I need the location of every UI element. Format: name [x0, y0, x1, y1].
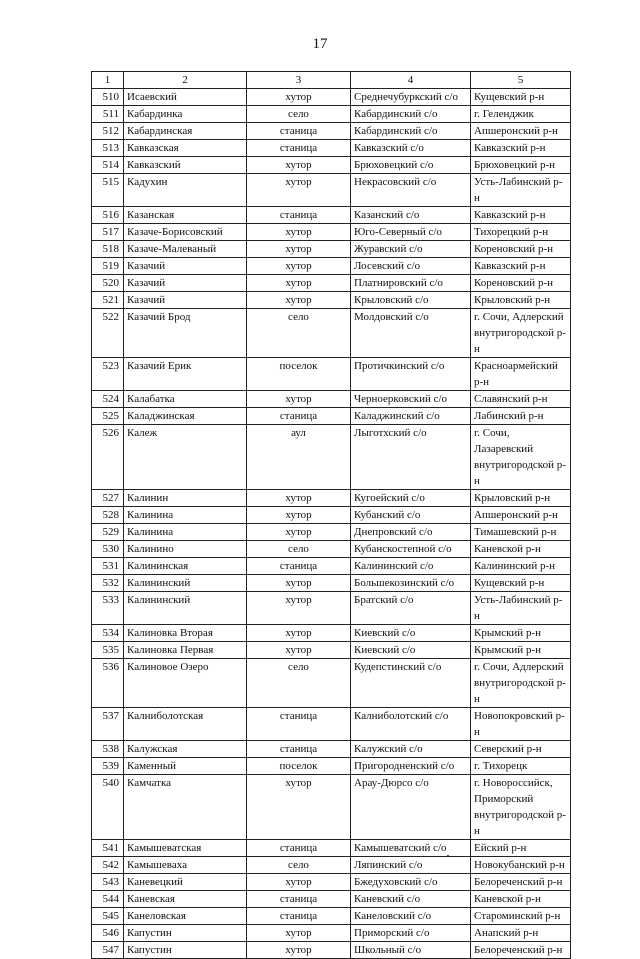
settlement-name-cell: Казачий Ерик — [124, 358, 247, 391]
table-row — [92, 874, 571, 891]
district-line: Кореновский р-н — [474, 243, 553, 255]
district-cell — [471, 575, 571, 592]
district-line: г. Сочи, Адлерский — [474, 311, 564, 323]
settlement-name-cell: Калужская — [124, 741, 247, 758]
district-cell — [471, 425, 571, 490]
table-row — [92, 258, 571, 275]
settlement-type-cell: хутор — [247, 925, 351, 942]
district-cell — [471, 224, 571, 241]
council-cell: Ляпинский с/о — [351, 857, 471, 874]
table-body — [92, 72, 571, 959]
district-cell — [471, 908, 571, 925]
table-row — [92, 642, 571, 659]
district-line: Тихорецкий р-н — [474, 226, 549, 238]
settlement-name-cell: Калининский — [124, 592, 247, 625]
settlement-name-cell: Камышеваха — [124, 857, 247, 874]
council-cell: Платнировский с/о — [351, 275, 471, 292]
district-cell — [471, 275, 571, 292]
settlement-type-cell: хутор — [247, 507, 351, 524]
district-line: Анапский р-н — [474, 927, 539, 939]
settlement-name-cell: Калинина — [124, 524, 247, 541]
district-cell — [471, 541, 571, 558]
row-number-cell: 532 — [92, 575, 124, 592]
district-line: Крымский р-н — [474, 644, 541, 656]
settlement-type-cell: станица — [247, 207, 351, 224]
district-line: Новопокровский р-н — [474, 710, 565, 738]
settlement-type-cell: хутор — [247, 625, 351, 642]
council-cell: Кубанский с/о — [351, 507, 471, 524]
settlement-name-cell: Калниболотская — [124, 708, 247, 741]
council-cell: Киевский с/о — [351, 642, 471, 659]
settlement-name-cell: Кабардинская — [124, 123, 247, 140]
district-cell — [471, 592, 571, 625]
table-row — [92, 275, 571, 292]
council-cell: Братский с/о — [351, 592, 471, 625]
district-line: Усть-Лабинский р-н — [474, 176, 563, 204]
row-number-cell: 546 — [92, 925, 124, 942]
table-row — [92, 775, 571, 840]
row-number-cell: 513 — [92, 140, 124, 157]
district-cell — [471, 741, 571, 758]
table-row — [92, 507, 571, 524]
council-cell: Черноерковский с/о — [351, 391, 471, 408]
column-number: 1 — [92, 72, 124, 89]
district-line: Староминский р-н — [474, 910, 561, 922]
district-cell — [471, 775, 571, 840]
district-line: Крыловский р-н — [474, 492, 551, 504]
council-cell: Калниболотский с/о — [351, 708, 471, 741]
district-cell — [471, 874, 571, 891]
settlement-type-cell: хутор — [247, 775, 351, 840]
table-row — [92, 358, 571, 391]
settlement-name-cell: Казачий — [124, 258, 247, 275]
settlement-type-cell: аул — [247, 425, 351, 490]
table-row — [92, 541, 571, 558]
settlement-name-cell: Кавказский — [124, 157, 247, 174]
settlement-name-cell: Казачий — [124, 292, 247, 309]
district-line: Крыловский р-н — [474, 294, 551, 306]
row-number-cell: 528 — [92, 507, 124, 524]
council-cell: Калининский с/о — [351, 558, 471, 575]
council-cell: Журавский с/о — [351, 241, 471, 258]
district-cell — [471, 708, 571, 741]
table-row — [92, 659, 571, 708]
district-cell — [471, 292, 571, 309]
district-line: Тимашевский р-н — [474, 526, 557, 538]
district-cell — [471, 524, 571, 541]
council-cell: Пригородненский с/о — [351, 758, 471, 775]
council-cell: Молдовский с/о — [351, 309, 471, 358]
row-number-cell: 529 — [92, 524, 124, 541]
district-line: г. Сочи, Лазаревский — [474, 427, 534, 455]
settlement-name-cell: Кабардинка — [124, 106, 247, 123]
table-row — [92, 942, 571, 959]
row-number-cell: 515 — [92, 174, 124, 207]
row-number-cell: 523 — [92, 358, 124, 391]
row-number-cell: 518 — [92, 241, 124, 258]
row-number-cell: 536 — [92, 659, 124, 708]
settlement-type-cell: станица — [247, 558, 351, 575]
district-cell — [471, 490, 571, 507]
table-row — [92, 524, 571, 541]
district-line: внутригородской р-н — [474, 327, 566, 355]
table-row — [92, 309, 571, 358]
scan-mark — [447, 855, 449, 856]
column-number: 5 — [471, 72, 571, 89]
settlement-type-cell: поселок — [247, 758, 351, 775]
row-number-cell: 545 — [92, 908, 124, 925]
row-number-cell: 533 — [92, 592, 124, 625]
district-line: г. Тихорецк — [474, 760, 528, 772]
district-line: Кореновский р-н — [474, 277, 553, 289]
council-cell: Кугоейский с/о — [351, 490, 471, 507]
row-number-cell: 531 — [92, 558, 124, 575]
row-number-cell: 547 — [92, 942, 124, 959]
table-row — [92, 207, 571, 224]
district-cell — [471, 207, 571, 224]
district-cell — [471, 157, 571, 174]
district-line: г. Новороссийск, — [474, 777, 553, 789]
table-row — [92, 174, 571, 207]
district-line: Апшеронский р-н — [474, 125, 558, 137]
district-line: Калининский р-н — [474, 560, 556, 572]
settlement-type-cell: село — [247, 857, 351, 874]
council-cell: Канеловский с/о — [351, 908, 471, 925]
district-line: Брюховецкий р-н — [474, 159, 556, 171]
column-number-row — [92, 72, 571, 89]
settlement-name-cell: Калиновое Озеро — [124, 659, 247, 708]
council-cell: Арау-Дюрсо с/о — [351, 775, 471, 840]
table-row — [92, 857, 571, 874]
settlement-type-cell: село — [247, 541, 351, 558]
table-row — [92, 106, 571, 123]
row-number-cell: 530 — [92, 541, 124, 558]
row-number-cell: 517 — [92, 224, 124, 241]
settlement-name-cell: Калининская — [124, 558, 247, 575]
district-line: Белореченский р-н — [474, 944, 563, 956]
settlement-type-cell: хутор — [247, 224, 351, 241]
table-row — [92, 925, 571, 942]
table-row — [92, 558, 571, 575]
settlement-name-cell: Казачий — [124, 275, 247, 292]
row-number-cell: 543 — [92, 874, 124, 891]
row-number-cell: 510 — [92, 89, 124, 106]
council-cell: Камышеватский с/о — [351, 840, 471, 857]
council-cell: Приморский с/о — [351, 925, 471, 942]
page-number: 17 — [312, 36, 328, 52]
settlement-type-cell: хутор — [247, 174, 351, 207]
table-row — [92, 490, 571, 507]
row-number-cell: 514 — [92, 157, 124, 174]
district-line: Северский р-н — [474, 743, 542, 755]
settlement-type-cell: станица — [247, 123, 351, 140]
settlement-type-cell: хутор — [247, 942, 351, 959]
column-number: 2 — [124, 72, 247, 89]
district-cell — [471, 391, 571, 408]
row-number-cell: 539 — [92, 758, 124, 775]
row-number-cell: 525 — [92, 408, 124, 425]
row-number-cell: 540 — [92, 775, 124, 840]
settlement-type-cell: хутор — [247, 292, 351, 309]
settlement-name-cell: Каменный — [124, 758, 247, 775]
settlement-type-cell: поселок — [247, 358, 351, 391]
council-cell: Казанский с/о — [351, 207, 471, 224]
district-cell — [471, 309, 571, 358]
settlement-type-cell: станица — [247, 908, 351, 925]
district-line: Кавказский р-н — [474, 260, 546, 272]
council-cell: Школьный с/о — [351, 942, 471, 959]
table-row — [92, 908, 571, 925]
settlement-name-cell: Калининский — [124, 575, 247, 592]
settlement-name-cell: Каневская — [124, 891, 247, 908]
district-line: Апшеронский р-н — [474, 509, 558, 521]
table-row — [92, 625, 571, 642]
district-line: Кавказский р-н — [474, 142, 546, 154]
settlement-name-cell: Казанская — [124, 207, 247, 224]
council-cell: Кубанскостепной с/о — [351, 541, 471, 558]
council-cell: Каневский с/о — [351, 891, 471, 908]
row-number-cell: 534 — [92, 625, 124, 642]
settlement-type-cell: хутор — [247, 642, 351, 659]
council-cell: Кавказский с/о — [351, 140, 471, 157]
table-row — [92, 391, 571, 408]
settlement-type-cell: станица — [247, 840, 351, 857]
table-row — [92, 140, 571, 157]
district-cell — [471, 942, 571, 959]
row-number-cell: 538 — [92, 741, 124, 758]
district-cell — [471, 507, 571, 524]
column-number: 3 — [247, 72, 351, 89]
table-row — [92, 592, 571, 625]
district-cell — [471, 857, 571, 874]
district-cell — [471, 174, 571, 207]
district-line: Белореченский р-н — [474, 876, 563, 888]
council-cell: Большекозинский с/о — [351, 575, 471, 592]
district-cell — [471, 840, 571, 857]
settlement-name-cell: Калинин — [124, 490, 247, 507]
district-line: Лабинский р-н — [474, 410, 544, 422]
council-cell: Калужский с/о — [351, 741, 471, 758]
settlement-name-cell: Капустин — [124, 942, 247, 959]
settlement-type-cell: хутор — [247, 874, 351, 891]
settlement-type-cell: хутор — [247, 89, 351, 106]
settlement-type-cell: станица — [247, 140, 351, 157]
district-line: г. Сочи, Адлерский — [474, 661, 564, 673]
district-line: Ейский р-н — [474, 842, 527, 854]
council-cell: Крыловский с/о — [351, 292, 471, 309]
district-cell — [471, 258, 571, 275]
settlement-type-cell: хутор — [247, 241, 351, 258]
row-number-cell: 527 — [92, 490, 124, 507]
district-line: Красноармейский р-н — [474, 360, 558, 388]
table-row — [92, 758, 571, 775]
settlement-type-cell: станица — [247, 408, 351, 425]
district-cell — [471, 642, 571, 659]
settlement-type-cell: хутор — [247, 391, 351, 408]
settlement-name-cell: Калинино — [124, 541, 247, 558]
settlement-type-cell: хутор — [247, 592, 351, 625]
row-number-cell: 526 — [92, 425, 124, 490]
table-row — [92, 708, 571, 741]
district-cell — [471, 140, 571, 157]
district-cell — [471, 241, 571, 258]
settlement-name-cell: Кадухин — [124, 174, 247, 207]
row-number-cell: 541 — [92, 840, 124, 857]
council-cell: Некрасовский с/о — [351, 174, 471, 207]
settlement-name-cell: Казаче-Борисовский — [124, 224, 247, 241]
column-number: 4 — [351, 72, 471, 89]
table-row — [92, 157, 571, 174]
table-row — [92, 292, 571, 309]
council-cell: Юго-Северный с/о — [351, 224, 471, 241]
row-number-cell: 524 — [92, 391, 124, 408]
council-cell: Каладжинский с/о — [351, 408, 471, 425]
table-row — [92, 840, 571, 857]
council-cell: Лосевский с/о — [351, 258, 471, 275]
council-cell: Брюховецкий с/о — [351, 157, 471, 174]
row-number-cell: 519 — [92, 258, 124, 275]
settlement-name-cell: Калинина — [124, 507, 247, 524]
district-line: г. Геленджик — [474, 108, 534, 120]
settlement-name-cell: Камышеватская — [124, 840, 247, 857]
council-cell: Кабардинский с/о — [351, 106, 471, 123]
settlement-name-cell: Исаевский — [124, 89, 247, 106]
table-row — [92, 89, 571, 106]
district-line: Приморский — [474, 793, 534, 805]
table-row — [92, 575, 571, 592]
table-row — [92, 408, 571, 425]
row-number-cell: 521 — [92, 292, 124, 309]
settlement-type-cell: село — [247, 106, 351, 123]
district-cell — [471, 558, 571, 575]
table-row — [92, 241, 571, 258]
settlement-name-cell: Камчатка — [124, 775, 247, 840]
settlement-type-cell: хутор — [247, 258, 351, 275]
council-cell: Кудепстинский с/о — [351, 659, 471, 708]
settlements-table — [91, 71, 571, 959]
district-line: внутригородской р-н — [474, 809, 566, 837]
table-row — [92, 425, 571, 490]
settlement-name-cell: Капустин — [124, 925, 247, 942]
council-cell: Днепровский с/о — [351, 524, 471, 541]
district-line: Кущевский р-н — [474, 91, 545, 103]
council-cell: Кабардинский с/о — [351, 123, 471, 140]
settlement-name-cell: Казачий Брод — [124, 309, 247, 358]
district-line: Каневской р-н — [474, 543, 541, 555]
settlement-type-cell: хутор — [247, 575, 351, 592]
district-line: Новокубанский р-н — [474, 859, 565, 871]
district-line: Славянский р-н — [474, 393, 548, 405]
settlement-type-cell: село — [247, 309, 351, 358]
district-line: Усть-Лабинский р-н — [474, 594, 563, 622]
district-line: внутригородской р-н — [474, 677, 566, 705]
district-cell — [471, 358, 571, 391]
district-cell — [471, 123, 571, 140]
row-number-cell: 512 — [92, 123, 124, 140]
settlement-type-cell: село — [247, 659, 351, 708]
district-cell — [471, 625, 571, 642]
settlement-type-cell: хутор — [247, 490, 351, 507]
district-cell — [471, 408, 571, 425]
council-cell: Бжедуховский с/о — [351, 874, 471, 891]
council-cell: Лыготхский с/о — [351, 425, 471, 490]
settlement-name-cell: Казаче-Малеваный — [124, 241, 247, 258]
district-line: внутригородской р-н — [474, 459, 566, 487]
settlement-type-cell: хутор — [247, 524, 351, 541]
settlement-name-cell: Кавказская — [124, 140, 247, 157]
row-number-cell: 542 — [92, 857, 124, 874]
settlement-name-cell: Калабатка — [124, 391, 247, 408]
settlement-name-cell: Каладжинская — [124, 408, 247, 425]
council-cell: Среднечубуркский с/о — [351, 89, 471, 106]
settlement-name-cell: Калиновка Вторая — [124, 625, 247, 642]
table-row — [92, 224, 571, 241]
settlement-type-cell: станица — [247, 708, 351, 741]
district-cell — [471, 89, 571, 106]
district-cell — [471, 758, 571, 775]
table-row — [92, 741, 571, 758]
district-line: Крымский р-н — [474, 627, 541, 639]
settlement-name-cell: Калиновка Первая — [124, 642, 247, 659]
district-cell — [471, 925, 571, 942]
settlement-type-cell: хутор — [247, 157, 351, 174]
council-cell: Киевский с/о — [351, 625, 471, 642]
district-line: Кавказский р-н — [474, 209, 546, 221]
settlement-type-cell: станица — [247, 891, 351, 908]
settlement-type-cell: хутор — [247, 275, 351, 292]
district-line: Кущевский р-н — [474, 577, 545, 589]
row-number-cell: 516 — [92, 207, 124, 224]
row-number-cell: 520 — [92, 275, 124, 292]
row-number-cell: 535 — [92, 642, 124, 659]
row-number-cell: 544 — [92, 891, 124, 908]
council-cell: Протичкинский с/о — [351, 358, 471, 391]
table-row — [92, 123, 571, 140]
settlement-type-cell: станица — [247, 741, 351, 758]
settlement-name-cell: Канеловская — [124, 908, 247, 925]
district-cell — [471, 106, 571, 123]
district-cell — [471, 659, 571, 708]
district-line: Каневской р-н — [474, 893, 541, 905]
row-number-cell: 511 — [92, 106, 124, 123]
row-number-cell: 522 — [92, 309, 124, 358]
row-number-cell: 537 — [92, 708, 124, 741]
settlement-name-cell: Каневецкий — [124, 874, 247, 891]
settlement-name-cell: Калеж — [124, 425, 247, 490]
